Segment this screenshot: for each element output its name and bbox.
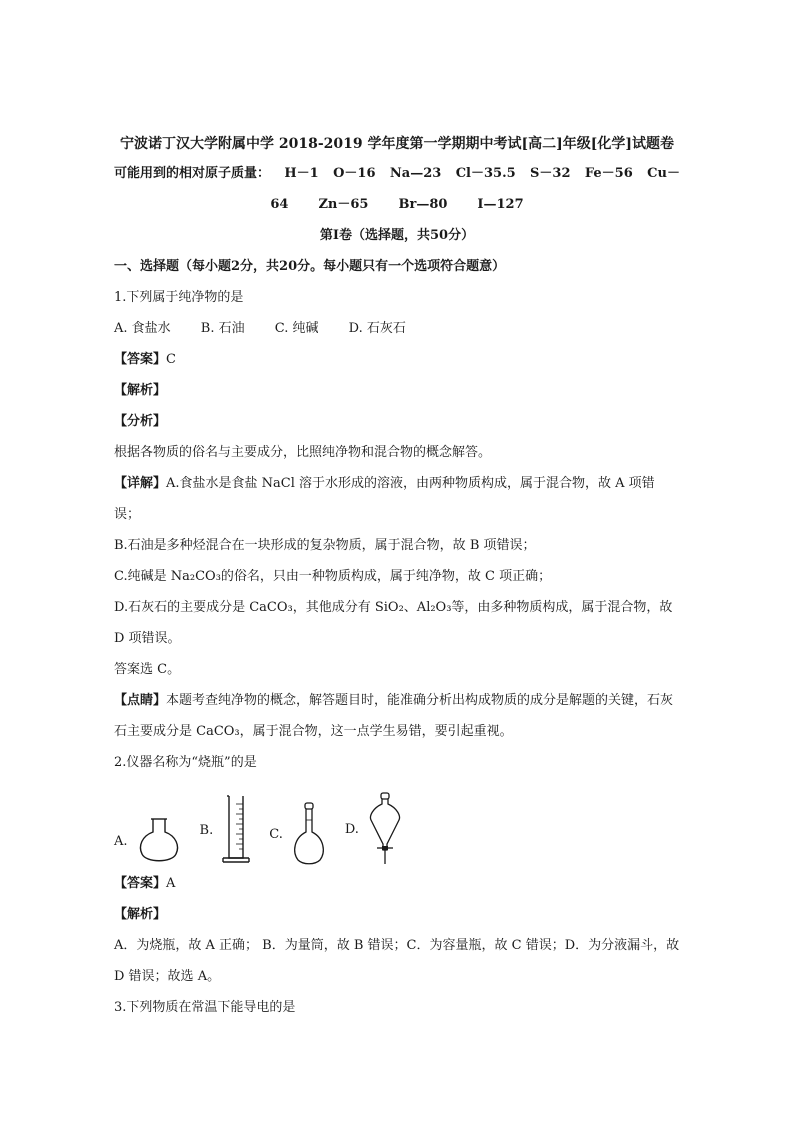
atomic-mass-item: 64 <box>270 197 289 212</box>
q1-detail-c: C.纯碱是 Na₂CO₃的俗名，只由一种物质构成，属于纯净物，故 C 项正确； <box>114 569 552 584</box>
q1-fenxi-tag: 【分析】 <box>114 414 167 429</box>
atomic-mass-item: Na—23 <box>389 166 442 181</box>
q1-dianjing <box>114 685 680 747</box>
q1-option-c: C. 纯碱 <box>274 321 319 336</box>
q2-analysis-tag: 【解析】 <box>114 907 167 922</box>
atomic-mass-item: H－1 <box>284 166 319 181</box>
atomic-mass-item: Zn－65 <box>318 197 369 212</box>
dianjing-tag: 【点睛】 <box>114 693 167 708</box>
q1-option-a: A. 食盐水 <box>114 321 171 336</box>
q2-apparatus-row <box>114 788 680 866</box>
q1-answer <box>114 344 680 375</box>
q1-detail-b: B.石油是多种烃混合在一块形成的复杂物质，属于混合物，故 B 项错误； <box>114 538 536 553</box>
atomic-mass-item: I—127 <box>477 197 524 212</box>
part-heading: 一、选择题（每小题2分，共20分。每小题只有一个选项符合题意） <box>114 259 506 274</box>
q2-option-a <box>114 816 184 866</box>
q2-analysis: A．为烧瓶，故 A 正确； B．为量筒，故 B 错误；C．为容量瓶，故 C 错误；D．为分液漏斗，故 D 错误；故选 A。 <box>114 938 680 984</box>
volume-heading: 第Ⅰ卷（选择题，共50分） <box>319 228 475 243</box>
graduated-cylinder-icon <box>219 794 253 866</box>
q1-option-d: D. 石灰石 <box>348 321 406 336</box>
detail-a-text: A.食盐水是食盐 NaCl 溶于水形成的溶液，由两种物质构成，属于混合物，故 A 项错误； <box>114 476 655 522</box>
q1-stem: 1.下列属于纯净物的是 <box>114 290 244 305</box>
q3-stem: 3.下列物质在常温下能导电的是 <box>114 1000 296 1015</box>
document-body <box>114 130 680 1023</box>
q1-fenxi: 根据各物质的俗名与主要成分，比照纯净物和混合物的概念解答。 <box>114 445 492 460</box>
atomic-mass-item: O－16 <box>333 166 376 181</box>
atomic-mass-lead: 可能用到的相对原子质量： <box>114 166 271 181</box>
round-bottom-flask-icon <box>134 816 184 866</box>
q2-stem: 2.仪器名称为“烧瓶”的是 <box>114 755 257 770</box>
atomic-mass-item: Cu－ <box>647 166 680 181</box>
q1-option-b: B. 石油 <box>200 321 245 336</box>
atomic-mass-item: Fe－56 <box>584 166 633 181</box>
atomic-mass-line-1 <box>114 158 680 189</box>
q1-conclusion: 答案选 C。 <box>114 662 181 677</box>
dianjing-text: 本题考查纯净物的概念，解答题目时，能准确分析出构成物质的成分是解题的关键，石灰石主要成分是 CaCO₃，属于混合物，这一点学生易错，要引起重视。 <box>114 693 674 739</box>
q2-option-c <box>269 802 329 866</box>
q2-option-label: B. <box>199 822 214 838</box>
atomic-mass-item: Cl－35.5 <box>455 166 516 181</box>
q1-detail-d: D.石灰石的主要成分是 CaCO₃，其他成分有 SiO₂、Al₂O₃等，由多种物质构成，属于混合物，故 D 项错误。 <box>114 600 673 646</box>
q1-options <box>114 313 680 344</box>
q2-option-label: D. <box>344 821 359 837</box>
q2-option-b <box>200 794 254 866</box>
atomic-mass-line-2 <box>114 189 680 220</box>
answer-tag: 【答案】 <box>114 876 167 891</box>
detail-tag: 【详解】 <box>114 476 167 491</box>
q2-answer <box>114 868 680 899</box>
exam-title: 宁波诺丁汉大学附属中学 2018-2019 学年度第一学期期中考试[高二]年级[化学]试题卷 <box>120 136 674 152</box>
volumetric-flask-icon <box>289 802 329 866</box>
answer-value: C <box>166 352 176 367</box>
answer-value: A <box>166 876 176 891</box>
q1-analysis-tag: 【解析】 <box>114 383 167 398</box>
answer-tag: 【答案】 <box>114 352 167 367</box>
q1-detail-a <box>114 468 680 530</box>
atomic-mass-item: Br—80 <box>398 197 448 212</box>
q2-option-label: C. <box>269 826 283 842</box>
separatory-funnel-icon <box>365 792 405 866</box>
atomic-mass-item: S－32 <box>530 166 571 181</box>
q2-option-d <box>345 792 405 866</box>
q2-option-label: A. <box>114 833 128 849</box>
